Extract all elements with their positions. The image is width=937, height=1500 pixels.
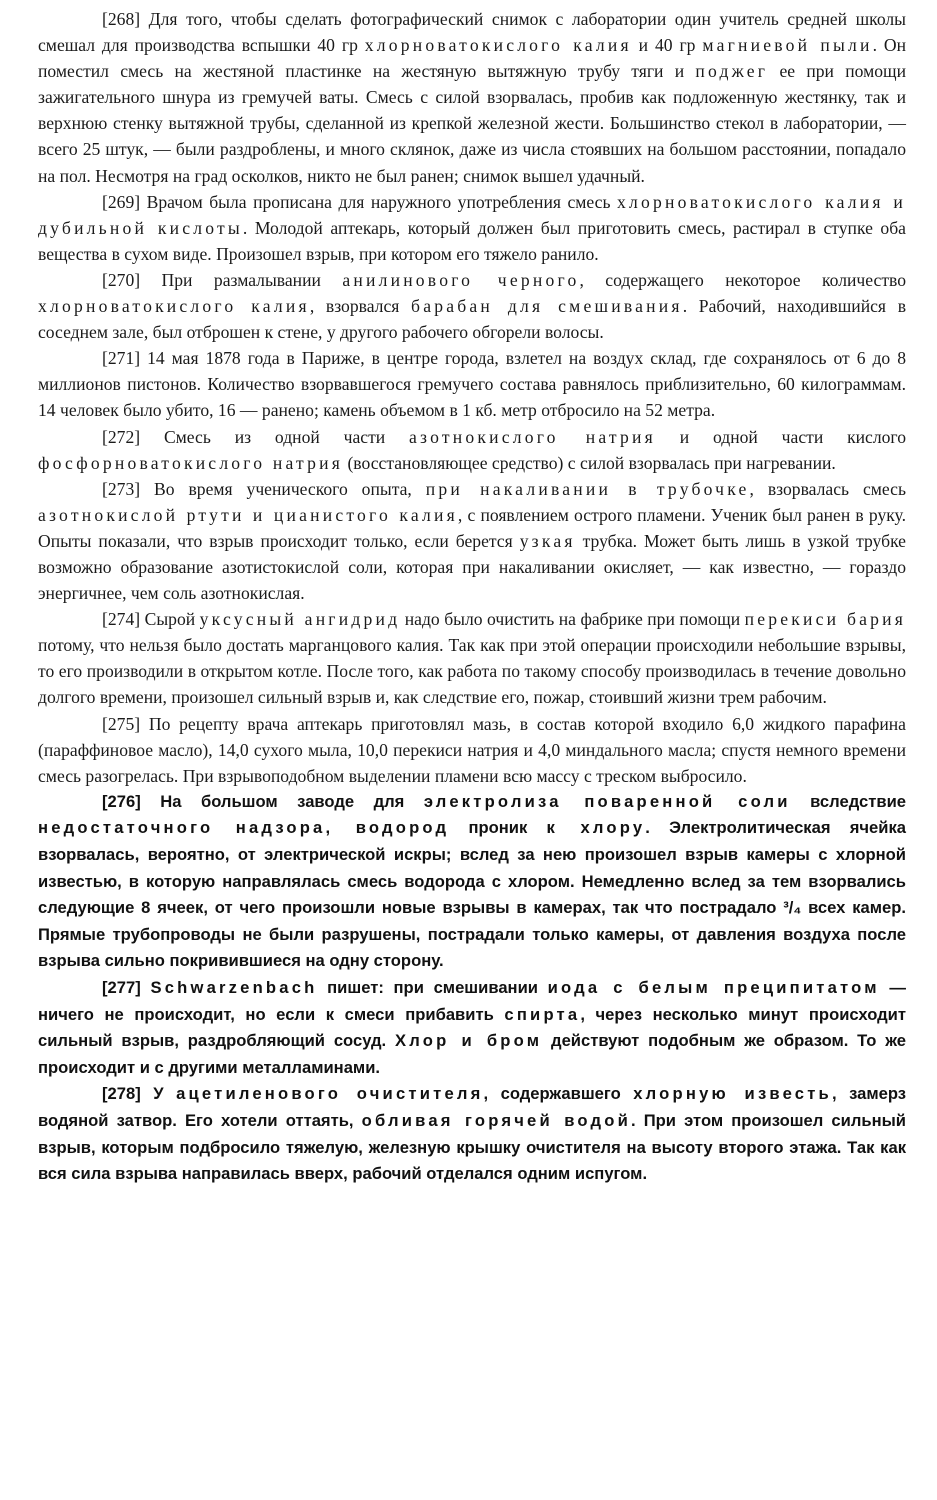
paragraph-text: , содержавшего (483, 1084, 634, 1104)
paragraph-text: и одной части кислого (655, 426, 907, 447)
spaced-term: фосфорноватокислого натрия (38, 452, 344, 473)
paragraph-text: потому, что нельзя было достать марганцового калия. Так как при этой операции происходили небольшие взрывы, то его производили в открытом котле. После того, как работа по такому способу производилась в течение довольно долгого времени, произошел сильный взрыв и, как следствие его, пожар, стоивший жизни трем рабочим. (38, 635, 906, 708)
spaced-term: барабан для смешивания (411, 296, 683, 317)
spaced-term: поджег (695, 61, 769, 82)
spaced-term: хлорноватокислого калия (38, 296, 310, 317)
paragraph-number: [268] (102, 9, 141, 29)
paragraph-text: У (140, 1084, 177, 1104)
spaced-term: Хлор и бром (394, 1031, 543, 1051)
paragraph-text: По рецепту врача аптекарь приготовлял мазь, в состав которой входило 6,0 жидкого парафина (параффиновое масло), 14,0 сухого мыла, 10,0 перекиси натрия и 4,0 миндального масла; спустя немного времени смесь разогрелась. При взрывоподобном выделении пламени всю массу с треском выбросило. (38, 713, 906, 786)
paragraph-text: , взорвалась смесь (749, 478, 906, 499)
paragraph-number: [274] (102, 609, 141, 630)
paragraph-text: , с появлением острого пламени. Ученик был ранен в руку. Опыты показали, что взрыв происходит только, если берется (38, 504, 906, 551)
paragraph-text: Сырой (140, 609, 200, 630)
spaced-term: к хлору (546, 818, 646, 838)
paragraph-number: [271] (102, 348, 141, 369)
paragraph-text: , содержащего некоторое количество (579, 269, 907, 290)
paragraph-number: [270] (102, 269, 141, 290)
paragraph-text: При размалывании (140, 269, 343, 290)
paragraph-text: На большом заводе для (140, 791, 424, 811)
spaced-term: ацетиленового очистителя (176, 1084, 484, 1104)
paragraph (38, 189, 906, 267)
paragraph-number: [269] (102, 191, 141, 212)
paragraph-text: пишет: при смешивании (317, 977, 548, 997)
spaced-term: азотнокислого натрия (409, 426, 656, 447)
spaced-term: перекиси бария (744, 609, 907, 630)
paragraph-text: . Рабочий, находившийся в соседнем зале, был отброшен к стене, у другого рабочего обгорели волосы. (38, 296, 907, 343)
spaced-term: иода с белым преципитатом (547, 977, 880, 997)
paragraph (38, 1081, 906, 1187)
paragraph-text: Смесь из одной части (140, 426, 410, 447)
paragraph-text (141, 978, 151, 997)
spaced-term: недостаточного надзора, водород (38, 818, 450, 838)
paragraph-text: . При этом произошел сильный взрыв, которым подбросило тяжелую, железную крышку очистителя на высоту второго этажа. Так как вся сила взрыва направилась вверх, рабочий отделался одним испугом. (38, 1110, 907, 1184)
paragraph-number: [277] (102, 977, 141, 997)
paragraph-number: [275] (102, 713, 141, 734)
paragraph (38, 711, 906, 789)
paragraph-text: , через несколько минут происходит сильный взрыв, раздробляющий сосуд. (38, 1004, 907, 1051)
paragraph (38, 975, 906, 1081)
spaced-term: хлорноватокислого калия (364, 35, 632, 56)
paragraph-number: [278] (102, 1084, 141, 1104)
paragraph-text: . Молодой аптекарь, который должен был приготовить смесь, растирал в ступке оба вещества в сухом виде. Произошел взрыв, при котором его тяжело ранило. (38, 217, 906, 264)
bold-paragraphs (38, 789, 906, 1188)
spaced-term: узкая (519, 530, 576, 551)
document-page (38, 6, 906, 1188)
paragraph (38, 345, 906, 423)
paragraph-text: — ничего не происходит, но если к смеси прибавить (38, 977, 907, 1024)
spaced-term: хлорноватокислого калия и дубильной кислоты (38, 191, 906, 238)
paragraph (38, 606, 906, 710)
paragraph-text: , замерз водяной затвор. Его хотели оттаять, (38, 1084, 907, 1130)
spaced-term: электролиза поваренной соли (423, 791, 791, 811)
paragraph-text: и 40 гр (631, 35, 703, 56)
paragraph-number: [276] (102, 791, 141, 811)
paragraph-text: действуют подобным же образом. То же происходит и с другими металламинами. (38, 1031, 906, 1077)
paragraph (38, 789, 906, 975)
spaced-term: уксусный ангидрид (199, 609, 401, 630)
paragraph-text: Врачом была прописана для наружного употребления смесь (140, 191, 618, 212)
paragraph-text: ее при помощи зажигательного шнура из гремучей ваты. Смесь с силой взорвалась, пробив как подложенную жестянку, так и верхнюю стенку вытяжной трубы, сделанной из крепкой железной жести. Большинство стекол в лаборатории, — всего 25 штук, — были раздроблены, и много склянок, даже из числа стоявших на большом расстоянии, попадало на пол. Несмотря на град осколков, никто не был ранен; снимок вышел удачный. (38, 61, 906, 186)
paragraph (38, 424, 906, 476)
spaced-term: обливая горячей водой (361, 1110, 631, 1130)
paragraph-text: , взорвался (309, 296, 412, 317)
spaced-term: магниевой пыли (702, 35, 873, 56)
paragraph-number: [272] (102, 426, 141, 447)
spaced-term: хлорную известь (633, 1084, 832, 1104)
paragraph-text: вследствие (790, 791, 906, 811)
paragraph-text: Для того, чтобы сделать фотографический снимок с лаборатории один учитель средней школы смешал для производства вспышки 40 гр (38, 9, 906, 56)
paragraph-text: . Он поместил смесь на жестяной пластинке на жестяную вытяжную трубу тяги и (38, 35, 906, 82)
paragraph-text: Во время ученического опыта, (140, 478, 426, 499)
paragraph-text: (восстановляющее средство) с силой взорвалась при нагревании. (343, 452, 836, 473)
spaced-term: Schwarzenbach (150, 977, 318, 997)
paragraph-text: 14 мая 1878 года в Париже, в центре города, взлетел на воздух склад, где сохранялось от 6 до 8 миллионов пистонов. Количество взорвавшегося гремучего состава равнялось приблизительно, 60 килограммам. 14 человек было убито, 16 — ранено; камень объемом в 1 кб. метр отбросило на 52 метра. (38, 348, 906, 421)
paragraph-number: [273] (102, 478, 141, 499)
paragraph-text: трубка. Может быть лишь в узкой трубке возможно образование азотистокислой соли, которая при накаливании окисляет, — как известно, — гораздо энергичнее, чем соль азотнокислая. (38, 530, 906, 604)
paragraph-text: . Электролитическая ячейка взорвалась, вероятно, от электрической искры; вслед за нею произошел взрыв камеры с хлорной известью, в которую направлялась смесь водорода с хлором. Немедленно вслед за тем взорвались следующие 8 ячеек, от чего произошли новые взрывы в камерах, так что пострадало ³/₄ всех камер. Прямые трубопроводы не были разрушены, пострадали только камеры, от давления воздуха после взрыва сильно покривившиеся на одну сторону. (38, 818, 907, 971)
paragraph-text: надо было очистить на фабрике при помощи (400, 609, 745, 630)
regular-paragraphs (38, 6, 906, 789)
spaced-term: спирта (504, 1004, 581, 1024)
paragraph (38, 267, 906, 345)
spaced-term: анилинового черного (342, 269, 580, 290)
paragraph (38, 476, 906, 606)
paragraph-text: проник (449, 818, 547, 838)
spaced-term: при накаливании в трубочке (425, 478, 750, 499)
spaced-term: азотнокислой ртути и цианистого калия (38, 504, 458, 525)
paragraph (38, 6, 906, 189)
